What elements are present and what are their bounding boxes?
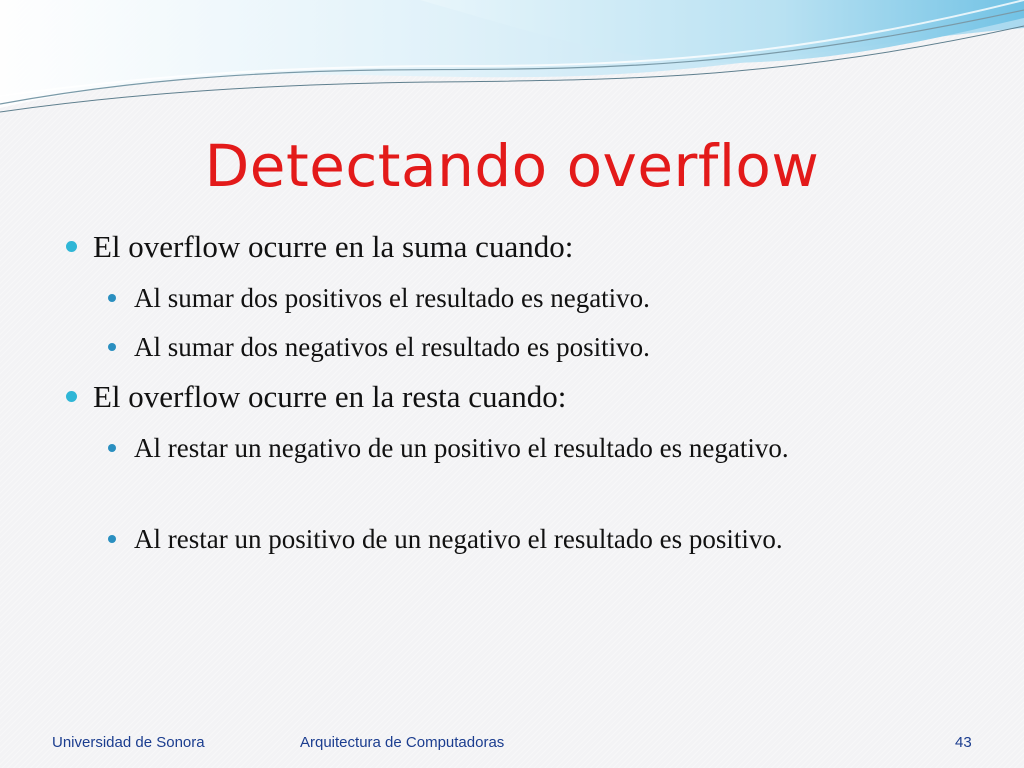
footer-course: Arquitectura de Computadoras	[300, 734, 505, 751]
sub-bullet-dot-icon	[108, 444, 116, 452]
sub-bullet-dot-icon	[108, 294, 116, 302]
bullet-dot-icon	[66, 391, 77, 402]
slide-title: Detectando overflow	[204, 132, 820, 200]
bullet-text: El overflow ocurre en la resta cuando:	[93, 379, 567, 414]
sub-bullet-text: Al sumar dos positivos el resultado es negativo.	[134, 283, 650, 313]
sub-bullet-dot-icon	[108, 535, 116, 543]
bullet-dot-icon	[66, 241, 77, 252]
footer-institution: Universidad de Sonora	[52, 734, 205, 751]
sub-bullet-text: Al sumar dos negativos el resultado es positivo.	[134, 332, 650, 362]
sub-bullet-text: Al restar un negativo de un positivo el resultado es negativo.	[134, 433, 789, 463]
sub-bullet-text: Al restar un positivo de un negativo el resultado es positivo.	[134, 524, 783, 554]
sub-bullet-dot-icon	[108, 343, 116, 351]
footer-page-number: 43	[955, 734, 972, 751]
bullet-text: El overflow ocurre en la suma cuando:	[93, 229, 574, 264]
